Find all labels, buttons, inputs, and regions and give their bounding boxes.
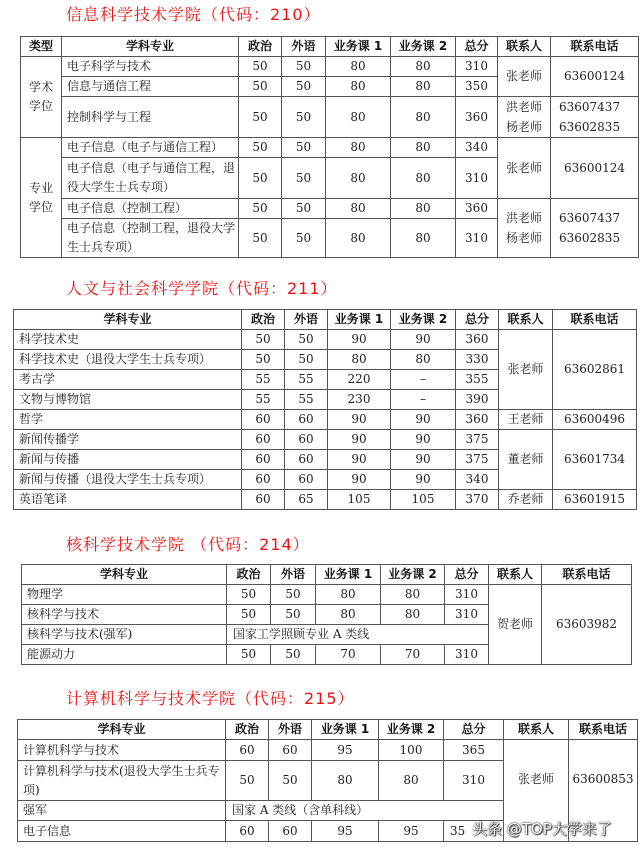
- course2-cell: 80: [391, 97, 456, 138]
- total-cell: 310: [445, 645, 489, 665]
- course1-cell: 80: [326, 138, 391, 158]
- score-table-211: [13, 309, 637, 510]
- phone-cell: 63601915: [553, 490, 637, 510]
- score-table-210: [20, 36, 639, 258]
- col-header-major: 学科专业: [62, 37, 239, 57]
- major-cell: 哲学: [14, 410, 242, 430]
- phone-cell: 63600124: [551, 138, 639, 199]
- course2-cell: 80: [381, 605, 445, 625]
- course1-cell: 70: [316, 645, 381, 665]
- col-header-major: 学科专业: [14, 310, 242, 330]
- course2-cell: 95: [379, 821, 444, 842]
- total-cell: 310: [445, 585, 489, 605]
- course2-cell: 80: [391, 77, 456, 97]
- total-cell: 350: [456, 77, 498, 97]
- politics-cell: 50: [227, 605, 271, 625]
- total-cell: 35: [444, 821, 504, 842]
- course2-cell: 105: [391, 490, 456, 510]
- col-header-phone: 联系电话: [542, 565, 632, 585]
- foreign-cell: 60: [285, 470, 328, 490]
- politics-cell: 60: [226, 740, 269, 761]
- major-cell: 控制科学与工程: [62, 97, 239, 138]
- foreign-cell: 60: [269, 821, 312, 842]
- course2-cell: 90: [391, 330, 456, 350]
- col-header-course1: 业务课 1: [316, 565, 381, 585]
- table-header-row: [14, 310, 637, 330]
- course1-cell: 95: [312, 740, 379, 761]
- col-header-foreign-language: 外语: [269, 720, 312, 740]
- politics-cell: 55: [242, 390, 285, 410]
- foreign-cell: 50: [282, 199, 326, 219]
- major-cell: 英语笔译: [14, 490, 242, 510]
- col-header-foreign-language: 外语: [285, 310, 328, 330]
- major-cell: 电子信息（电子与通信工程）: [62, 138, 239, 158]
- phone-cell: 63600853: [569, 740, 638, 842]
- major-cell: 电子信息: [18, 821, 226, 842]
- major-cell: 电子信息（控制工程）: [62, 199, 239, 219]
- course2-cell: 70: [381, 645, 445, 665]
- col-header-total: 总分: [456, 37, 498, 57]
- course1-cell: 230: [328, 390, 391, 410]
- foreign-cell: 50: [285, 330, 328, 350]
- politics-cell: 60: [242, 410, 285, 430]
- table-row: [14, 410, 637, 430]
- total-cell: 370: [456, 490, 499, 510]
- foreign-cell: 50: [271, 585, 316, 605]
- politics-cell: 50: [226, 761, 269, 801]
- col-header-politics: 政治: [227, 565, 271, 585]
- contact-cell: 张老师: [498, 57, 551, 97]
- phone-number: 63607437: [559, 100, 621, 114]
- foreign-cell: 50: [282, 77, 326, 97]
- contact-name: 洪老师: [505, 211, 542, 225]
- phone-number: 63602835: [559, 231, 621, 245]
- col-header-course1: 业务课 1: [326, 37, 391, 57]
- course2-cell: 80: [391, 219, 456, 258]
- foreign-cell: 50: [282, 219, 326, 258]
- course1-cell: 80: [326, 97, 391, 138]
- major-cell: 计算机科学与技术(退役大学生士兵专项): [18, 761, 226, 801]
- watermark: 头条 @TOP大学来了: [472, 820, 612, 838]
- col-header-contact: 联系人: [489, 565, 542, 585]
- foreign-cell: 60: [285, 450, 328, 470]
- contact-cell: [498, 97, 551, 138]
- course2-cell: 80: [391, 138, 456, 158]
- total-cell: 375: [456, 430, 499, 450]
- course2-cell: 80: [381, 585, 445, 605]
- section-title-214: 核科学技术学院 （代码：214）: [66, 535, 310, 554]
- total-cell: 390: [456, 390, 499, 410]
- course1-cell: 80: [326, 219, 391, 258]
- total-cell: 340: [456, 138, 498, 158]
- contact-cell: [498, 199, 551, 258]
- total-cell: 360: [456, 330, 499, 350]
- section-title-211: 人文与社会科学学院（代码：211）: [66, 279, 338, 298]
- col-header-course2: 业务课 2: [381, 565, 445, 585]
- col-header-course1: 业务课 1: [312, 720, 379, 740]
- col-header-foreign-language: 外语: [282, 37, 326, 57]
- total-cell: 360: [456, 410, 499, 430]
- politics-cell: 50: [239, 57, 282, 77]
- foreign-cell: 50: [282, 158, 326, 199]
- col-header-course1: 业务课 1: [328, 310, 391, 330]
- course2-cell: 80: [379, 761, 444, 801]
- col-header-phone: 联系电话: [551, 37, 639, 57]
- total-cell: 310: [456, 219, 498, 258]
- table-header-row: [18, 720, 638, 740]
- foreign-cell: 55: [285, 370, 328, 390]
- contact-name: 杨老师: [505, 120, 542, 134]
- col-header-politics: 政治: [239, 37, 282, 57]
- major-cell: 信息与通信工程: [62, 77, 239, 97]
- course2-cell: 100: [379, 740, 444, 761]
- course1-cell: 90: [328, 450, 391, 470]
- course1-cell: 80: [326, 158, 391, 199]
- politics-cell: 60: [242, 470, 285, 490]
- phone-cell: 63601734: [553, 430, 637, 490]
- course2-cell: –: [391, 370, 456, 390]
- politics-cell: 60: [226, 821, 269, 842]
- major-cell: 新闻与传播（退役大学生士兵专项）: [14, 470, 242, 490]
- major-cell: 电子信息（控制工程，退役大学生士兵专项）: [62, 219, 239, 258]
- col-header-contact: 联系人: [504, 720, 569, 740]
- course1-cell: 80: [326, 199, 391, 219]
- major-cell: 新闻与传播: [14, 450, 242, 470]
- politics-cell: 60: [242, 450, 285, 470]
- course2-cell: 90: [391, 410, 456, 430]
- major-cell: 能源动力: [22, 645, 227, 665]
- contact-cell: 张老师: [499, 330, 553, 410]
- col-header-phone: 联系电话: [569, 720, 638, 740]
- table-header-row: [21, 37, 639, 57]
- table-row: [21, 97, 639, 138]
- politics-cell: 50: [227, 645, 271, 665]
- foreign-cell: 50: [271, 645, 316, 665]
- foreign-cell: 65: [285, 490, 328, 510]
- col-header-course2: 业务课 2: [391, 37, 456, 57]
- major-cell: 电子信息（电子与通信工程，退役大学生士兵专项）: [62, 158, 239, 199]
- table-row: [21, 138, 639, 158]
- note-cell: 国家 A 类线（含单科线）: [226, 801, 504, 821]
- politics-cell: 50: [227, 585, 271, 605]
- course1-cell: 105: [328, 490, 391, 510]
- table-header-row: [22, 565, 632, 585]
- course1-cell: 80: [312, 761, 379, 801]
- total-cell: 310: [444, 761, 504, 801]
- table-row: [14, 430, 637, 450]
- col-header-politics: 政治: [226, 720, 269, 740]
- col-header-total: 总分: [445, 565, 489, 585]
- degree-type-cell: 学术学位: [21, 57, 62, 138]
- course1-cell: 95: [312, 821, 379, 842]
- course2-cell: 90: [391, 470, 456, 490]
- course1-cell: 80: [326, 77, 391, 97]
- politics-cell: 50: [239, 97, 282, 138]
- total-cell: 330: [456, 350, 499, 370]
- foreign-cell: 50: [282, 57, 326, 77]
- note-cell: 国家工学照顾专业 A 类线: [227, 625, 489, 645]
- course2-cell: 80: [391, 158, 456, 199]
- phone-number: 63607437: [559, 211, 621, 225]
- table-row: [21, 57, 639, 77]
- col-header-major: 学科专业: [18, 720, 226, 740]
- total-cell: 310: [456, 158, 498, 199]
- table-row: [14, 330, 637, 350]
- major-cell: 文物与博物馆: [14, 390, 242, 410]
- course1-cell: 90: [328, 410, 391, 430]
- course2-cell: –: [391, 390, 456, 410]
- foreign-cell: 55: [285, 390, 328, 410]
- politics-cell: 50: [239, 199, 282, 219]
- major-cell: 核科学与技术(强军): [22, 625, 227, 645]
- course2-cell: 90: [391, 430, 456, 450]
- total-cell: 340: [456, 470, 499, 490]
- total-cell: 310: [445, 605, 489, 625]
- phone-cell: [551, 199, 639, 258]
- col-header-contact: 联系人: [498, 37, 551, 57]
- foreign-cell: 50: [271, 605, 316, 625]
- col-header-contact: 联系人: [499, 310, 553, 330]
- score-table-214: [21, 564, 632, 665]
- phone-cell: 63602861: [553, 330, 637, 410]
- contact-name: 洪老师: [505, 100, 542, 114]
- col-header-type: 类型: [21, 37, 62, 57]
- major-cell: 科学技术史: [14, 330, 242, 350]
- total-cell: 365: [444, 740, 504, 761]
- major-cell: 计算机科学与技术: [18, 740, 226, 761]
- degree-type-cell: 专业学位: [21, 138, 62, 258]
- major-cell: 核科学与技术: [22, 605, 227, 625]
- politics-cell: 60: [242, 430, 285, 450]
- phone-cell: 63603982: [542, 585, 632, 665]
- col-header-total: 总分: [456, 310, 499, 330]
- table-row: [14, 490, 637, 510]
- contact-cell: 张老师: [504, 740, 569, 842]
- major-cell: 新闻传播学: [14, 430, 242, 450]
- politics-cell: 60: [242, 490, 285, 510]
- total-cell: 375: [456, 450, 499, 470]
- major-cell: 科学技术史（退役大学生士兵专项）: [14, 350, 242, 370]
- table-row: [18, 740, 638, 761]
- major-cell: 考古学: [14, 370, 242, 390]
- phone-cell: [551, 97, 639, 138]
- major-cell: 物理学: [22, 585, 227, 605]
- col-header-major: 学科专业: [22, 565, 227, 585]
- contact-cell: 贺老师: [489, 585, 542, 665]
- course2-cell: 80: [391, 199, 456, 219]
- foreign-cell: 50: [282, 138, 326, 158]
- foreign-cell: 50: [282, 97, 326, 138]
- total-cell: 360: [456, 199, 498, 219]
- politics-cell: 50: [239, 138, 282, 158]
- col-header-course2: 业务课 2: [379, 720, 444, 740]
- phone-cell: 63600496: [553, 410, 637, 430]
- total-cell: 360: [456, 97, 498, 138]
- col-header-course2: 业务课 2: [391, 310, 456, 330]
- course1-cell: 80: [316, 605, 381, 625]
- contact-cell: 董老师: [499, 430, 553, 490]
- course1-cell: 220: [328, 370, 391, 390]
- course2-cell: 80: [391, 350, 456, 370]
- section-title-215: 计算机科学与技术学院（代码：215）: [66, 689, 355, 708]
- politics-cell: 50: [239, 219, 282, 258]
- total-cell: 310: [456, 57, 498, 77]
- total-cell: 355: [456, 370, 499, 390]
- course1-cell: 80: [326, 57, 391, 77]
- politics-cell: 50: [239, 158, 282, 199]
- contact-cell: 乔老师: [499, 490, 553, 510]
- phone-cell: 63600124: [551, 57, 639, 97]
- politics-cell: 50: [239, 77, 282, 97]
- politics-cell: 50: [242, 330, 285, 350]
- course1-cell: 90: [328, 430, 391, 450]
- table-row: [21, 199, 639, 219]
- course1-cell: 80: [328, 350, 391, 370]
- col-header-politics: 政治: [242, 310, 285, 330]
- foreign-cell: 50: [285, 350, 328, 370]
- col-header-phone: 联系电话: [553, 310, 637, 330]
- course1-cell: 90: [328, 330, 391, 350]
- course1-cell: 90: [328, 470, 391, 490]
- phone-number: 63602835: [559, 120, 621, 134]
- politics-cell: 50: [242, 350, 285, 370]
- major-cell: 强军: [18, 801, 226, 821]
- foreign-cell: 60: [285, 430, 328, 450]
- contact-name: 杨老师: [505, 231, 542, 245]
- major-cell: 电子科学与技术: [62, 57, 239, 77]
- col-header-foreign-language: 外语: [271, 565, 316, 585]
- course1-cell: 80: [316, 585, 381, 605]
- contact-cell: 张老师: [498, 138, 551, 199]
- section-title-210: 信息科学技术学院（代码：210）: [66, 5, 321, 24]
- col-header-total: 总分: [444, 720, 504, 740]
- foreign-cell: 60: [269, 740, 312, 761]
- contact-cell: 王老师: [499, 410, 553, 430]
- course2-cell: 80: [391, 57, 456, 77]
- politics-cell: 55: [242, 370, 285, 390]
- course2-cell: 90: [391, 450, 456, 470]
- foreign-cell: 60: [285, 410, 328, 430]
- foreign-cell: 50: [269, 761, 312, 801]
- table-row: [22, 585, 632, 605]
